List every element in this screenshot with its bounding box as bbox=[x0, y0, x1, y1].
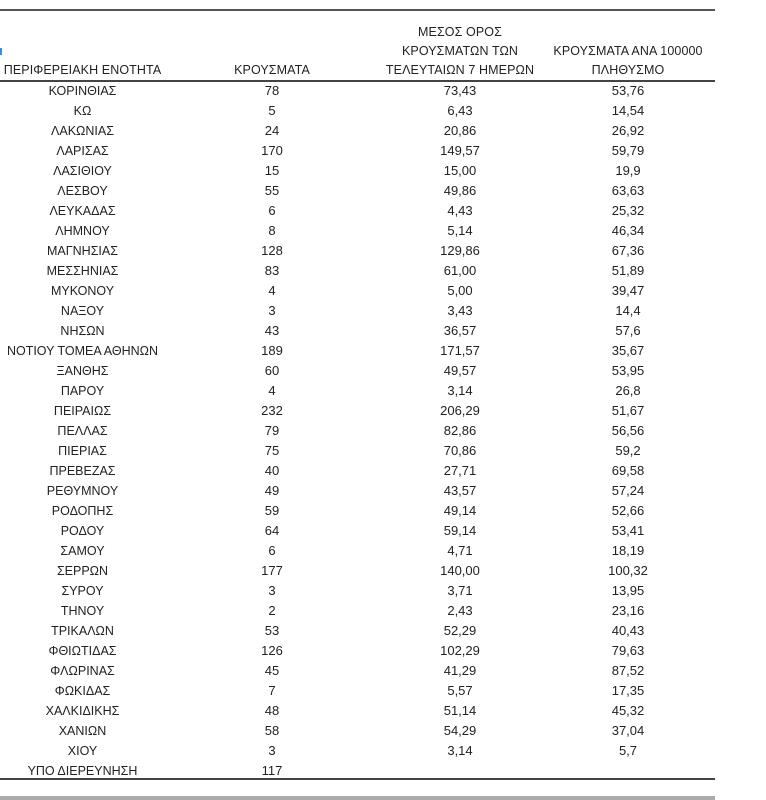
cell-avg7: 3,43 bbox=[447, 303, 473, 318]
cell-avg7: 49,86 bbox=[443, 183, 477, 198]
cell-region: ΜΥΚΟΝΟΥ bbox=[50, 284, 115, 298]
cell-region: ΜΕΣΣΗΝΙΑΣ bbox=[46, 264, 119, 278]
header-avg7-line1: ΜΕΣΟΣ ΟΡΟΣ bbox=[418, 25, 502, 39]
cell-avg7: 20,86 bbox=[443, 123, 477, 138]
header-cases-label: ΚΡΟΥΣΜΑΤΑ bbox=[234, 63, 310, 77]
cell-region: ΦΛΩΡΙΝΑΣ bbox=[50, 664, 115, 678]
cell-region: ΧΙΟΥ bbox=[67, 744, 98, 758]
cell-region: ΜΑΓΝΗΣΙΑΣ bbox=[47, 244, 118, 258]
cell-avg7: 4,43 bbox=[447, 203, 473, 218]
cell-cases: 49 bbox=[264, 483, 280, 498]
cell-cases: 3 bbox=[268, 303, 276, 318]
cell-avg7: 206,29 bbox=[440, 403, 480, 418]
cell-avg7: 52,29 bbox=[443, 623, 477, 638]
table-row bbox=[0, 401, 715, 421]
table-row bbox=[0, 541, 715, 561]
table-bottom-rule bbox=[0, 778, 715, 780]
cell-region: ΝΟΤΙΟΥ ΤΟΜΕΑ ΑΘΗΝΩΝ bbox=[6, 344, 159, 358]
cell-avg7: 49,14 bbox=[443, 503, 477, 518]
cell-avg7: 171,57 bbox=[440, 343, 480, 358]
cell-avg7: 54,29 bbox=[443, 723, 477, 738]
header-avg7-line2: ΚΡΟΥΣΜΑΤΩΝ ΤΩΝ bbox=[401, 44, 519, 58]
table-row bbox=[0, 181, 715, 201]
table-row bbox=[0, 701, 715, 721]
cell-region: ΚΩ bbox=[73, 104, 92, 118]
cell-per100k: 19,9 bbox=[615, 163, 641, 178]
cell-cases: 58 bbox=[264, 723, 280, 738]
cell-per100k: 67,36 bbox=[611, 243, 645, 258]
cell-cases: 128 bbox=[261, 243, 283, 258]
cell-per100k: 23,16 bbox=[611, 603, 645, 618]
table-row bbox=[0, 521, 715, 541]
cell-per100k: 26,92 bbox=[611, 123, 645, 138]
table-row bbox=[0, 661, 715, 681]
table-row bbox=[0, 621, 715, 641]
cell-per100k: 53,76 bbox=[611, 83, 645, 98]
table-row bbox=[0, 161, 715, 181]
cell-per100k: 51,89 bbox=[611, 263, 645, 278]
table-body bbox=[0, 81, 715, 781]
cell-cases: 43 bbox=[264, 323, 280, 338]
cell-region: ΛΕΣΒΟΥ bbox=[57, 184, 108, 198]
cell-region: ΣΕΡΡΩΝ bbox=[56, 564, 109, 578]
cell-cases: 3 bbox=[268, 583, 276, 598]
cell-avg7: 73,43 bbox=[443, 83, 477, 98]
cell-cases: 40 bbox=[264, 463, 280, 478]
cell-per100k: 40,43 bbox=[611, 623, 645, 638]
cell-cases: 48 bbox=[264, 703, 280, 718]
cell-avg7: 2,43 bbox=[447, 603, 473, 618]
cell-cases: 15 bbox=[264, 163, 280, 178]
cell-region: ΦΩΚΙΔΑΣ bbox=[54, 684, 111, 698]
cell-region: ΠΕΙΡΑΙΩΣ bbox=[53, 404, 112, 418]
cell-region: ΡΕΘΥΜΝΟΥ bbox=[46, 484, 119, 498]
cell-avg7: 51,14 bbox=[443, 703, 477, 718]
cell-cases: 3 bbox=[268, 743, 276, 758]
table-row bbox=[0, 241, 715, 261]
table-row bbox=[0, 641, 715, 661]
cell-avg7: 70,86 bbox=[443, 443, 477, 458]
cell-per100k: 39,47 bbox=[611, 283, 645, 298]
cell-per100k: 46,34 bbox=[611, 223, 645, 238]
cell-region: ΠΡΕΒΕΖΑΣ bbox=[49, 464, 116, 478]
cell-cases: 8 bbox=[268, 223, 276, 238]
cell-avg7: 149,57 bbox=[440, 143, 480, 158]
cell-region: ΝΗΣΩΝ bbox=[60, 324, 105, 338]
table-row bbox=[0, 281, 715, 301]
cell-cases: 55 bbox=[264, 183, 280, 198]
cell-per100k: 45,32 bbox=[611, 703, 645, 718]
cell-avg7: 129,86 bbox=[440, 243, 480, 258]
cell-per100k: 17,35 bbox=[611, 683, 645, 698]
cell-avg7: 6,43 bbox=[447, 103, 473, 118]
cell-cases: 177 bbox=[261, 563, 283, 578]
cell-per100k: 18,19 bbox=[611, 543, 645, 558]
cell-cases: 24 bbox=[264, 123, 280, 138]
cell-cases: 75 bbox=[264, 443, 280, 458]
cell-region: ΠΙΕΡΙΑΣ bbox=[58, 444, 107, 458]
cell-per100k: 14,54 bbox=[611, 103, 645, 118]
cell-per100k: 14,4 bbox=[615, 303, 641, 318]
header-per100k bbox=[530, 43, 726, 78]
cell-region: ΞΑΝΘΗΣ bbox=[56, 364, 109, 378]
cell-region: ΠΕΛΛΑΣ bbox=[57, 424, 108, 438]
cell-region: ΥΠΟ ΔΙΕΡΕΥΝΗΣΗ bbox=[27, 764, 138, 778]
table-row bbox=[0, 561, 715, 581]
cell-region: ΠΑΡΟΥ bbox=[60, 384, 105, 398]
cell-region: ΣΥΡΟΥ bbox=[61, 584, 104, 598]
page-bottom-rule bbox=[0, 796, 715, 800]
cell-cases: 64 bbox=[264, 523, 280, 538]
cell-region: ΛΑΚΩΝΙΑΣ bbox=[51, 124, 114, 138]
table-row bbox=[0, 581, 715, 601]
table-row bbox=[0, 81, 715, 101]
table-row bbox=[0, 101, 715, 121]
table-row bbox=[0, 301, 715, 321]
cell-per100k: 13,95 bbox=[611, 583, 645, 598]
table-row bbox=[0, 601, 715, 621]
cell-region: ΤΗΝΟΥ bbox=[60, 604, 105, 618]
cell-avg7: 102,29 bbox=[440, 643, 480, 658]
cell-avg7: 3,14 bbox=[447, 383, 473, 398]
cell-avg7: 3,14 bbox=[447, 743, 473, 758]
cell-avg7: 4,71 bbox=[447, 543, 473, 558]
header-avg7 bbox=[370, 24, 550, 78]
cell-cases: 78 bbox=[264, 83, 280, 98]
cell-cases: 4 bbox=[268, 383, 276, 398]
table-row bbox=[0, 441, 715, 461]
cell-avg7: 140,00 bbox=[440, 563, 480, 578]
cell-cases: 7 bbox=[268, 683, 276, 698]
table-row bbox=[0, 741, 715, 761]
header-region bbox=[0, 62, 165, 78]
cell-cases: 59 bbox=[264, 503, 280, 518]
cell-avg7: 15,00 bbox=[443, 163, 477, 178]
cell-cases: 4 bbox=[268, 283, 276, 298]
table-row bbox=[0, 121, 715, 141]
cell-per100k: 63,63 bbox=[611, 183, 645, 198]
cell-region: ΛΑΡΙΣΑΣ bbox=[56, 144, 109, 158]
cell-cases: 189 bbox=[261, 343, 283, 358]
cell-region: ΛΗΜΝΟΥ bbox=[55, 224, 110, 238]
cell-per100k: 37,04 bbox=[611, 723, 645, 738]
cell-per100k: 53,95 bbox=[611, 363, 645, 378]
cell-per100k: 79,63 bbox=[611, 643, 645, 658]
cell-region: ΝΑΞΟΥ bbox=[60, 304, 105, 318]
table-row bbox=[0, 261, 715, 281]
table-row bbox=[0, 361, 715, 381]
table-header bbox=[0, 22, 715, 80]
table-row bbox=[0, 501, 715, 521]
cell-avg7: 82,86 bbox=[443, 423, 477, 438]
header-avg7-line3: ΤΕΛΕΥΤΑΙΩΝ 7 ΗΜΕΡΩΝ bbox=[385, 63, 535, 77]
table-row bbox=[0, 341, 715, 361]
cell-region: ΣΑΜΟΥ bbox=[60, 544, 105, 558]
cell-per100k: 59,2 bbox=[615, 443, 641, 458]
cell-region: ΛΑΣΙΘΙΟΥ bbox=[53, 164, 112, 178]
cell-per100k: 5,7 bbox=[618, 743, 638, 758]
cell-region: ΚΟΡΙΝΘΙΑΣ bbox=[48, 84, 117, 98]
cell-avg7: 27,71 bbox=[443, 463, 477, 478]
cell-avg7: 41,29 bbox=[443, 663, 477, 678]
cell-avg7: 5,00 bbox=[447, 283, 473, 298]
cell-per100k: 51,67 bbox=[611, 403, 645, 418]
cell-cases: 117 bbox=[261, 763, 283, 778]
cell-cases: 60 bbox=[264, 363, 280, 378]
cell-cases: 232 bbox=[261, 403, 283, 418]
cell-region: ΦΘΙΩΤΙΔΑΣ bbox=[48, 644, 117, 658]
cell-cases: 6 bbox=[268, 543, 276, 558]
table-row bbox=[0, 421, 715, 441]
cell-cases: 5 bbox=[268, 103, 276, 118]
cell-avg7: 5,57 bbox=[447, 683, 473, 698]
cell-per100k: 100,32 bbox=[608, 563, 648, 578]
cell-region: ΡΟΔΟΥ bbox=[60, 524, 105, 538]
cell-avg7: 36,57 bbox=[443, 323, 477, 338]
table-row bbox=[0, 201, 715, 221]
cell-per100k: 52,66 bbox=[611, 503, 645, 518]
table-row bbox=[0, 321, 715, 341]
cell-cases: 45 bbox=[264, 663, 280, 678]
cell-avg7: 3,71 bbox=[447, 583, 473, 598]
cell-cases: 79 bbox=[264, 423, 280, 438]
cell-region: ΡΟΔΟΠΗΣ bbox=[51, 504, 114, 518]
table-row bbox=[0, 481, 715, 501]
cell-cases: 126 bbox=[261, 643, 283, 658]
header-cases bbox=[212, 62, 332, 78]
cell-region: ΧΑΝΙΩΝ bbox=[58, 724, 107, 738]
cell-per100k: 56,56 bbox=[611, 423, 645, 438]
cell-region: ΧΑΛΚΙΔΙΚΗΣ bbox=[45, 704, 120, 718]
table-row bbox=[0, 461, 715, 481]
table-row bbox=[0, 681, 715, 701]
cell-per100k: 69,58 bbox=[611, 463, 645, 478]
table-row bbox=[0, 141, 715, 161]
cell-cases: 83 bbox=[264, 263, 280, 278]
cell-per100k: 57,24 bbox=[611, 483, 645, 498]
cell-per100k: 59,79 bbox=[611, 143, 645, 158]
cell-cases: 2 bbox=[268, 603, 276, 618]
header-per100k-line2: ΠΛΗΘΥΣΜΟ bbox=[591, 63, 665, 77]
cell-per100k: 53,41 bbox=[611, 523, 645, 538]
cell-region: ΛΕΥΚΑΔΑΣ bbox=[49, 204, 116, 218]
cell-per100k: 35,67 bbox=[611, 343, 645, 358]
cell-avg7: 61,00 bbox=[443, 263, 477, 278]
header-region-label: ΠΕΡΙΦΕΡΕΙΑΚΗ ΕΝΟΤΗΤΑ bbox=[3, 63, 162, 77]
cell-avg7: 5,14 bbox=[447, 223, 473, 238]
cell-per100k: 87,52 bbox=[611, 663, 645, 678]
cell-region: ΤΡΙΚΑΛΩΝ bbox=[51, 624, 114, 638]
cell-avg7: 59,14 bbox=[443, 523, 477, 538]
header-per100k-line1: ΚΡΟΥΣΜΑΤΑ ΑΝΑ 100000 bbox=[553, 44, 703, 58]
cell-avg7: 43,57 bbox=[443, 483, 477, 498]
table-top-rule bbox=[0, 9, 715, 11]
table-row bbox=[0, 721, 715, 741]
cell-per100k: 26,8 bbox=[615, 383, 641, 398]
cell-per100k: 25,32 bbox=[611, 203, 645, 218]
table-row bbox=[0, 381, 715, 401]
cell-cases: 53 bbox=[264, 623, 280, 638]
cell-per100k: 57,6 bbox=[615, 323, 641, 338]
cell-cases: 6 bbox=[268, 203, 276, 218]
cell-avg7: 49,57 bbox=[443, 363, 477, 378]
cell-cases: 170 bbox=[261, 143, 283, 158]
table-row bbox=[0, 221, 715, 241]
